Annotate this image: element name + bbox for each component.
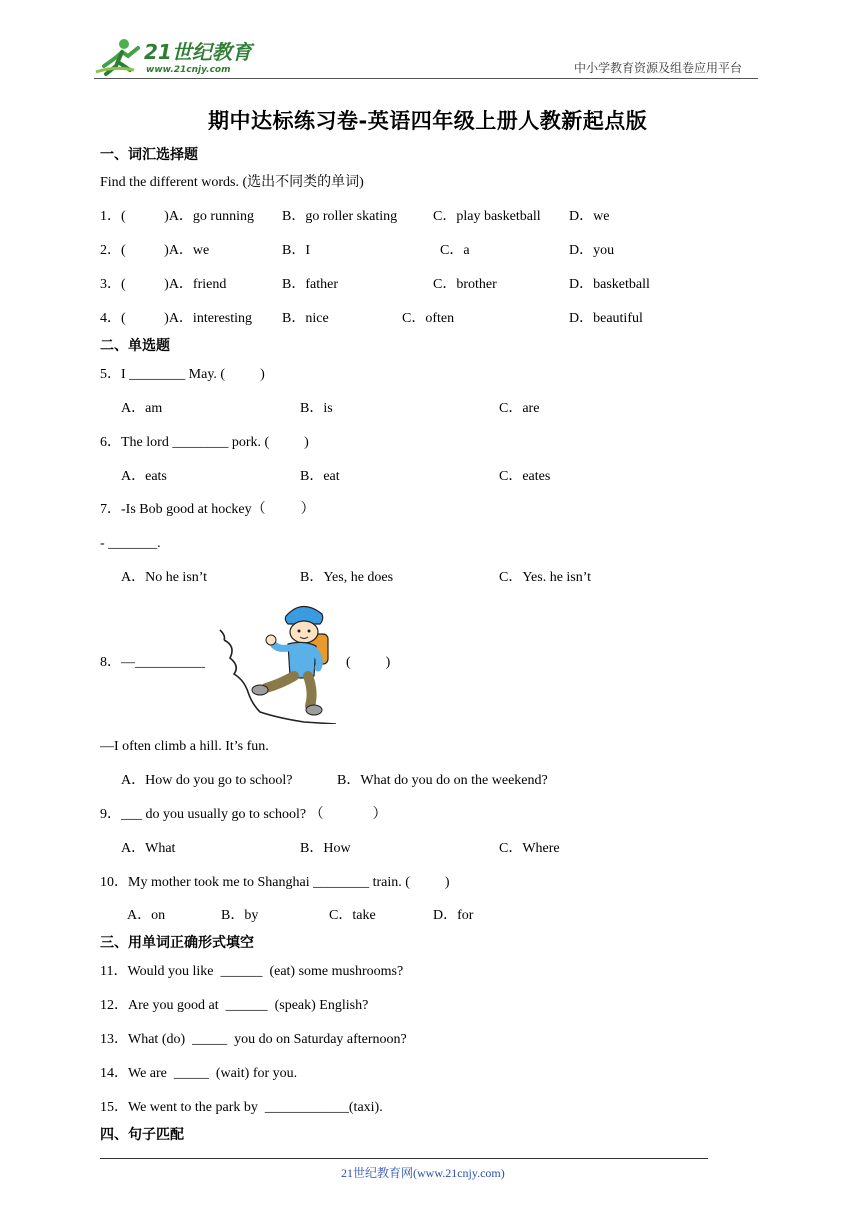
- question-1-option-d[interactable]: D．we: [569, 209, 610, 224]
- question-1-option-c[interactable]: C．play basketball: [433, 209, 541, 224]
- question-1-option-b[interactable]: B．go roller skating: [282, 209, 398, 224]
- logo-sub-text: www.21cnjy.com: [146, 65, 231, 75]
- question-5-stem: 5．I ________ May. ( ): [100, 367, 265, 382]
- header-rule: [94, 78, 758, 79]
- question-2-option-b[interactable]: B．I: [282, 243, 310, 258]
- question-10-option-c[interactable]: C．take: [329, 908, 376, 923]
- question-7-option-b[interactable]: B．Yes, he does: [300, 570, 394, 585]
- question-6-option-c[interactable]: C．eates: [499, 469, 551, 484]
- question-3-option-c[interactable]: C．brother: [433, 277, 497, 292]
- question-13: 13．What (do) _____ you do on Saturday afternoon?: [100, 1032, 407, 1047]
- question-9-option-b[interactable]: B．How: [300, 841, 351, 856]
- site-logo: [94, 36, 264, 78]
- question-3-option-d[interactable]: D．basketball: [569, 277, 650, 292]
- question-4-option-b[interactable]: B．nice: [282, 311, 329, 326]
- question-7-option-c[interactable]: C．Yes. he isn’t: [499, 570, 592, 585]
- question-8-option-a[interactable]: A．How do you go to school?: [121, 773, 293, 788]
- question-8-stem: 8．—__________: [100, 655, 205, 670]
- question-7-option-a[interactable]: A．No he isn’t: [121, 570, 208, 585]
- question-14: 14．We are _____ (wait) for you.: [100, 1066, 298, 1081]
- page-title: 期中达标练习卷-英语四年级上册人教新起点版: [208, 109, 648, 133]
- question-9-option-a[interactable]: A．What: [121, 841, 176, 856]
- question-1-stem: 1．( )A．go running: [100, 209, 254, 224]
- question-10-option-d[interactable]: D．for: [433, 908, 474, 923]
- section-1-instruction: Find the different words. (选出不同类的单词): [100, 175, 364, 190]
- section-heading-3: 三、用单词正确形式填空: [100, 935, 254, 951]
- question-2-stem: 2．( )A．we: [100, 243, 210, 258]
- question-8-option-b[interactable]: B．What do you do on the weekend?: [337, 773, 548, 788]
- question-6-option-a[interactable]: A．eats: [121, 469, 167, 484]
- question-8-reply: —I often climb a hill. It’s fun.: [100, 739, 269, 754]
- logo-main-text: 21世纪教育: [144, 40, 252, 64]
- question-8-answer-paren: ( ): [346, 655, 391, 670]
- footer-rule: [100, 1158, 708, 1159]
- question-4-option-d[interactable]: D．beautiful: [569, 311, 643, 326]
- question-10-option-b[interactable]: B．by: [221, 908, 259, 923]
- question-5-option-b[interactable]: B．is: [300, 401, 333, 416]
- question-12: 12．Are you good at ______ (speak) English?: [100, 998, 369, 1013]
- question-10-option-a[interactable]: A．on: [127, 908, 166, 923]
- runner-logo-icon: [94, 36, 146, 78]
- section-heading-1: 一、词汇选择题: [100, 147, 198, 163]
- question-4-stem: 4．( )A．interesting: [100, 311, 253, 326]
- question-11: 11．Would you like ______ (eat) some mushrooms?: [100, 964, 404, 979]
- question-9-stem: 9．___ do you usually go to school? （ ）: [100, 807, 387, 822]
- question-10-stem: 10．My mother took me to Shanghai ________ train. ( ): [100, 875, 450, 890]
- question-6-stem: 6．The lord ________ pork. ( ): [100, 435, 309, 450]
- hiker-illustration: [218, 600, 342, 724]
- site-tagline: 中小学教育资源及组卷应用平台: [574, 61, 743, 75]
- question-2-option-c[interactable]: C．a: [440, 243, 470, 258]
- question-2-option-d[interactable]: D．you: [569, 243, 615, 258]
- question-3-option-b[interactable]: B．father: [282, 277, 338, 292]
- footer-link[interactable]: 21世纪教育网(www.21cnjy.com): [341, 1166, 505, 1180]
- question-7-line2: - _______.: [100, 536, 161, 551]
- question-4-option-c[interactable]: C．often: [402, 311, 455, 326]
- section-heading-4: 四、句子匹配: [100, 1127, 184, 1143]
- question-7-stem: 7．-Is Bob good at hockey（ ）: [100, 502, 315, 517]
- question-5-option-c[interactable]: C．are: [499, 401, 540, 416]
- question-5-option-a[interactable]: A．am: [121, 401, 163, 416]
- question-3-stem: 3．( )A．friend: [100, 277, 227, 292]
- question-9-option-c[interactable]: C．Where: [499, 841, 560, 856]
- question-6-option-b[interactable]: B．eat: [300, 469, 340, 484]
- question-15: 15．We went to the park by ____________(taxi).: [100, 1100, 383, 1115]
- section-heading-2: 二、单选题: [100, 338, 170, 354]
